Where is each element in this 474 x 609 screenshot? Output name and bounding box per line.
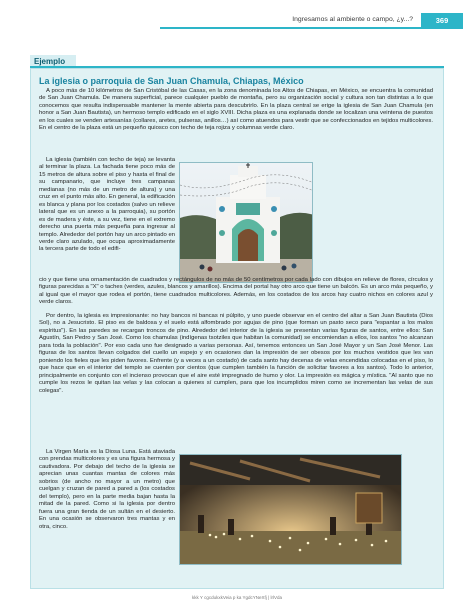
facade-continuation-paragraph: [39, 277, 433, 307]
church-description-column: [39, 157, 175, 254]
church-interior-photo: [179, 454, 402, 565]
box-title: La iglesia o parroquia de San Juan Chamula, Chiapas, México: [39, 76, 304, 86]
church-description-text: La iglesia (también con techo de teja) se levanta al terminar la plaza. La fachada tiene poco más de 15 metros de altura sobre el piso y hasta el final de su campanario, que incluye tres campanas medianas (no más de un metro de altura) y una cruz en el punto más alto. En general, la edificación es blanca y plana por los costados (salvo un relieve lateral que es un anexo a la parroquia), su portón es de madera y éste, a su vez, tiene en el extremo derecho una puerta más pequeña para ingresar al templo. Alrededor del portón hay un arco pintado en verde claro azulado, que ocupa aproximadamente la tercera parte de todo el edifi-: [39, 157, 175, 253]
virgin-description-column: [39, 449, 175, 531]
page-number: 369: [421, 13, 463, 27]
facade-continuation-text: cio y que tiene una ornamentación de cuadrados y rectángulos de no más de 50 centímetros por cada lado con dibujos en relieve de flores, círculos y figuras parecidas a "X" o taches (verdes, azules, blancos y amarillos). Encima del portal hay otro arco que tiene un balcón. Es un arco más pequeño, y al igual que el mayor que rodea el portón, tiene cuadrados multicolores. Además, en los costados de los arcos hay cuatro nichos en colores azul y verde claros.: [39, 277, 433, 306]
interior-text: Por dentro, la iglesia es impresionante: no hay bancos ni bancas ni púlpito, y uno puede observar en el centro del altar a San Juan Bautista (Dios Sol), no a Jesucristo. El piso es de baldosa y el suelo está alfombrado por agujas de pino (que forman un pasto seco para "espantar a los malos espíritus"). En las paredes se recargan troncos de pino. Alrededor del interior de la iglesia se presentan varias figuras de santos, entre ellos: San Agustín, San Pedro y San José. Como los chamulas (indígenas tsotziles que habitan la comunidad) se encomiendan a ellos, los santos "no alcanzan para toda la población". Por eso cada uno fue designado a varias personas. Así, tenemos entonces un San José Mayor y un San José Menor. Las figuras de los santos llevan colgados del cuello un espejo y en ocasiones dan la impresión de ser obesos por los muchos vestidos que les van poniendo los fieles que les piden favores. Enfrente (y a veces a un costado) de cada santo hay decenas de velas encendidas colocadas en el piso, lo que hace que en el interior del templo se cuenten por cientos (que cumplen también la función de solicitar favores a los santos). Todo lo anterior, principalmente en conjunto con el incienso provocan que el aire esté impregnado de humo y olor. La impresión es mágica y mística. "Al santo que no cumple los rezos le quitan las velas y las colocan a quienes sí cumplen, para que los incumplidos miren como se incrementan las velas de sus colegas".: [39, 313, 433, 394]
interior-paragraph: [39, 313, 433, 395]
church-interior-image: [180, 455, 402, 565]
running-head-rule: [160, 27, 463, 29]
church-facade-photo: [179, 162, 313, 283]
virgin-description-text: La Virgen María es la Diosa Luna. Está ataviada con prendas multicolores y es una figura hermosa y cautivadora. Por debajo del techo de la iglesia se aprecian unas cuantas mantas de colores más sobrios (de ancho no mayor a un metro) que cuelgan y cruzan de pared a pared a (los costados del templo), pero en la parte media bajan hasta la mitad de la pared. Como si la iglesia por dentro fuera una gran tienda de un sultán en el desierto. En una ocasión se observaron tres mantas y en otra, cinco.: [39, 449, 175, 530]
running-head-text: Ingresamos al ambiente o campo, ¿y...?: [292, 16, 413, 23]
footer-reference: kkk Y cgcdukxkVeia p ka YgdcYNeXfj | lrlVda: [192, 595, 282, 600]
intro-text: A poco más de 10 kilómetros de San Cristóbal de las Casas, en la zona denominada los Altos de Chiapas, en México, se encuentra la comunidad de San Juan Chamula. De manera superficial, parece cualquier pueblo de montaña, pero su organización social y cultura son tan distintas a lo que conocemos que resulta indispensable mantener la mente abierta para descubrirlo. En la plaza central se erige la iglesia de San Juan Chamula (en honor a San Juan Bautista), un hermoso templo edificado en el siglo XVIII. Dicha plaza es una explanada donde se localizan una veintena de puestos en los cuales se venden artesanías (collares, aretes, pulseras, anillos…) así como atuendos para vestir que se confeccionados en tejidos multicolores. En el centro de la plaza está un pequeño quiosco con techo de teja rojiza y columnas verde claro.: [39, 88, 433, 132]
example-box: [30, 68, 444, 589]
running-head: [292, 13, 463, 27]
intro-paragraph: [39, 88, 433, 133]
example-label: Ejemplo: [30, 55, 76, 67]
church-facade-image: [180, 163, 313, 283]
